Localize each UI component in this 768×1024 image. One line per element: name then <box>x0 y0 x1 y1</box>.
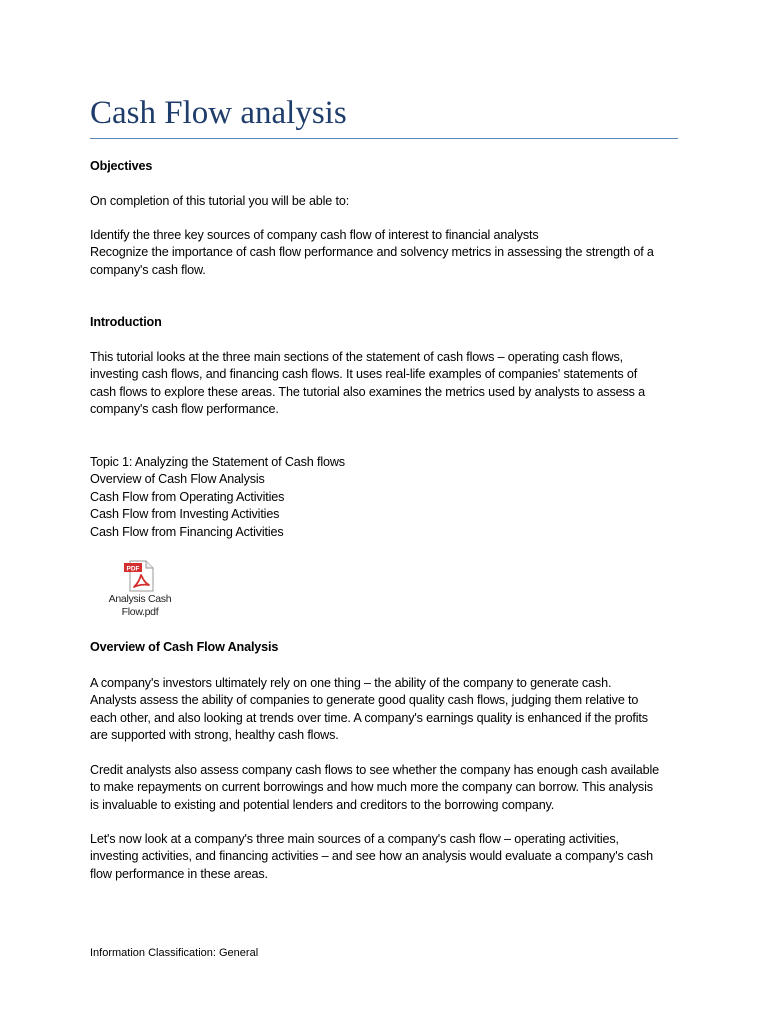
pdf-file-icon <box>123 560 157 592</box>
topic-item: Cash Flow from Operating Activities <box>90 489 285 504</box>
footer-classification: Information Classification: General <box>90 947 259 959</box>
topic-item: Cash Flow from Investing Activities <box>90 507 280 522</box>
paragraph-line: each other, and also looking at trends over time. A company's earnings quality is enhanced if the profits <box>90 710 648 725</box>
paragraph-line: This tutorial looks at the three main sections of the statement of cash flows – operating cash flows, <box>90 350 623 364</box>
pdf-attachment[interactable] <box>104 560 176 618</box>
attachment-label-line: Flow.pdf <box>121 605 159 618</box>
paragraph-line: to make repayments on current borrowings and how much more the company can borrow. This analysis <box>90 780 653 795</box>
topics-list <box>90 454 678 541</box>
objectives-intro: On completion of this tutorial you will be able to: <box>90 194 350 208</box>
topic-item: Overview of Cash Flow Analysis <box>90 472 265 487</box>
overview-paragraph-3 <box>90 831 678 883</box>
pdf-badge-text: PDF <box>126 565 140 573</box>
paragraph-line: Credit analysts also assess company cash flows to see whether the company has enough cash available <box>90 763 659 777</box>
paragraph-line: company's cash flow performance. <box>90 402 279 417</box>
attachment-label <box>104 593 176 618</box>
paragraph-line: flow performance in these areas. <box>90 866 268 881</box>
overview-paragraph-2 <box>90 762 678 814</box>
introduction-paragraph <box>90 349 678 419</box>
objective-item: Identify the three key sources of company cash flow of interest to financial analysts <box>90 228 539 242</box>
introduction-heading: Introduction <box>90 315 162 329</box>
objectives-list <box>90 227 678 279</box>
paragraph-line: A company's investors ultimately rely on one thing – the ability of the company to generate cash. <box>90 676 612 690</box>
overview-paragraph-1 <box>90 675 678 745</box>
topic-item: Topic 1: Analyzing the Statement of Cash flows <box>90 455 345 469</box>
paragraph-line: Analysts assess the ability of companies to generate good quality cash flows, judging them relative to <box>90 693 639 708</box>
objectives-heading: Objectives <box>90 159 153 173</box>
paragraph-line: Let's now look at a company's three main sources of a company's cash flow – operating activities, <box>90 832 619 846</box>
paragraph-line: are supported with strong, healthy cash flows. <box>90 728 339 743</box>
objective-item: Recognize the importance of cash flow performance and solvency metrics in assessing the strength of a <box>90 245 654 260</box>
objective-item: company's cash flow. <box>90 262 206 277</box>
paragraph-line: investing cash flows, and financing cash flows. It uses real-life examples of companies' statements of <box>90 367 638 382</box>
document-title: Cash Flow analysis <box>90 94 678 139</box>
paragraph-line: cash flows to explore these areas. The tutorial also examines the metrics used by analysts to assess a <box>90 384 645 399</box>
paragraph-line: investing activities, and financing activities – and see how an analysis would evaluate a company's cash <box>90 849 653 864</box>
overview-heading: Overview of Cash Flow Analysis <box>90 640 279 654</box>
paragraph-line: is invaluable to existing and potential lenders and creditors to the borrowing company. <box>90 797 555 812</box>
topic-item: Cash Flow from Financing Activities <box>90 524 284 539</box>
attachment-label-line: Analysis Cash <box>108 593 172 605</box>
